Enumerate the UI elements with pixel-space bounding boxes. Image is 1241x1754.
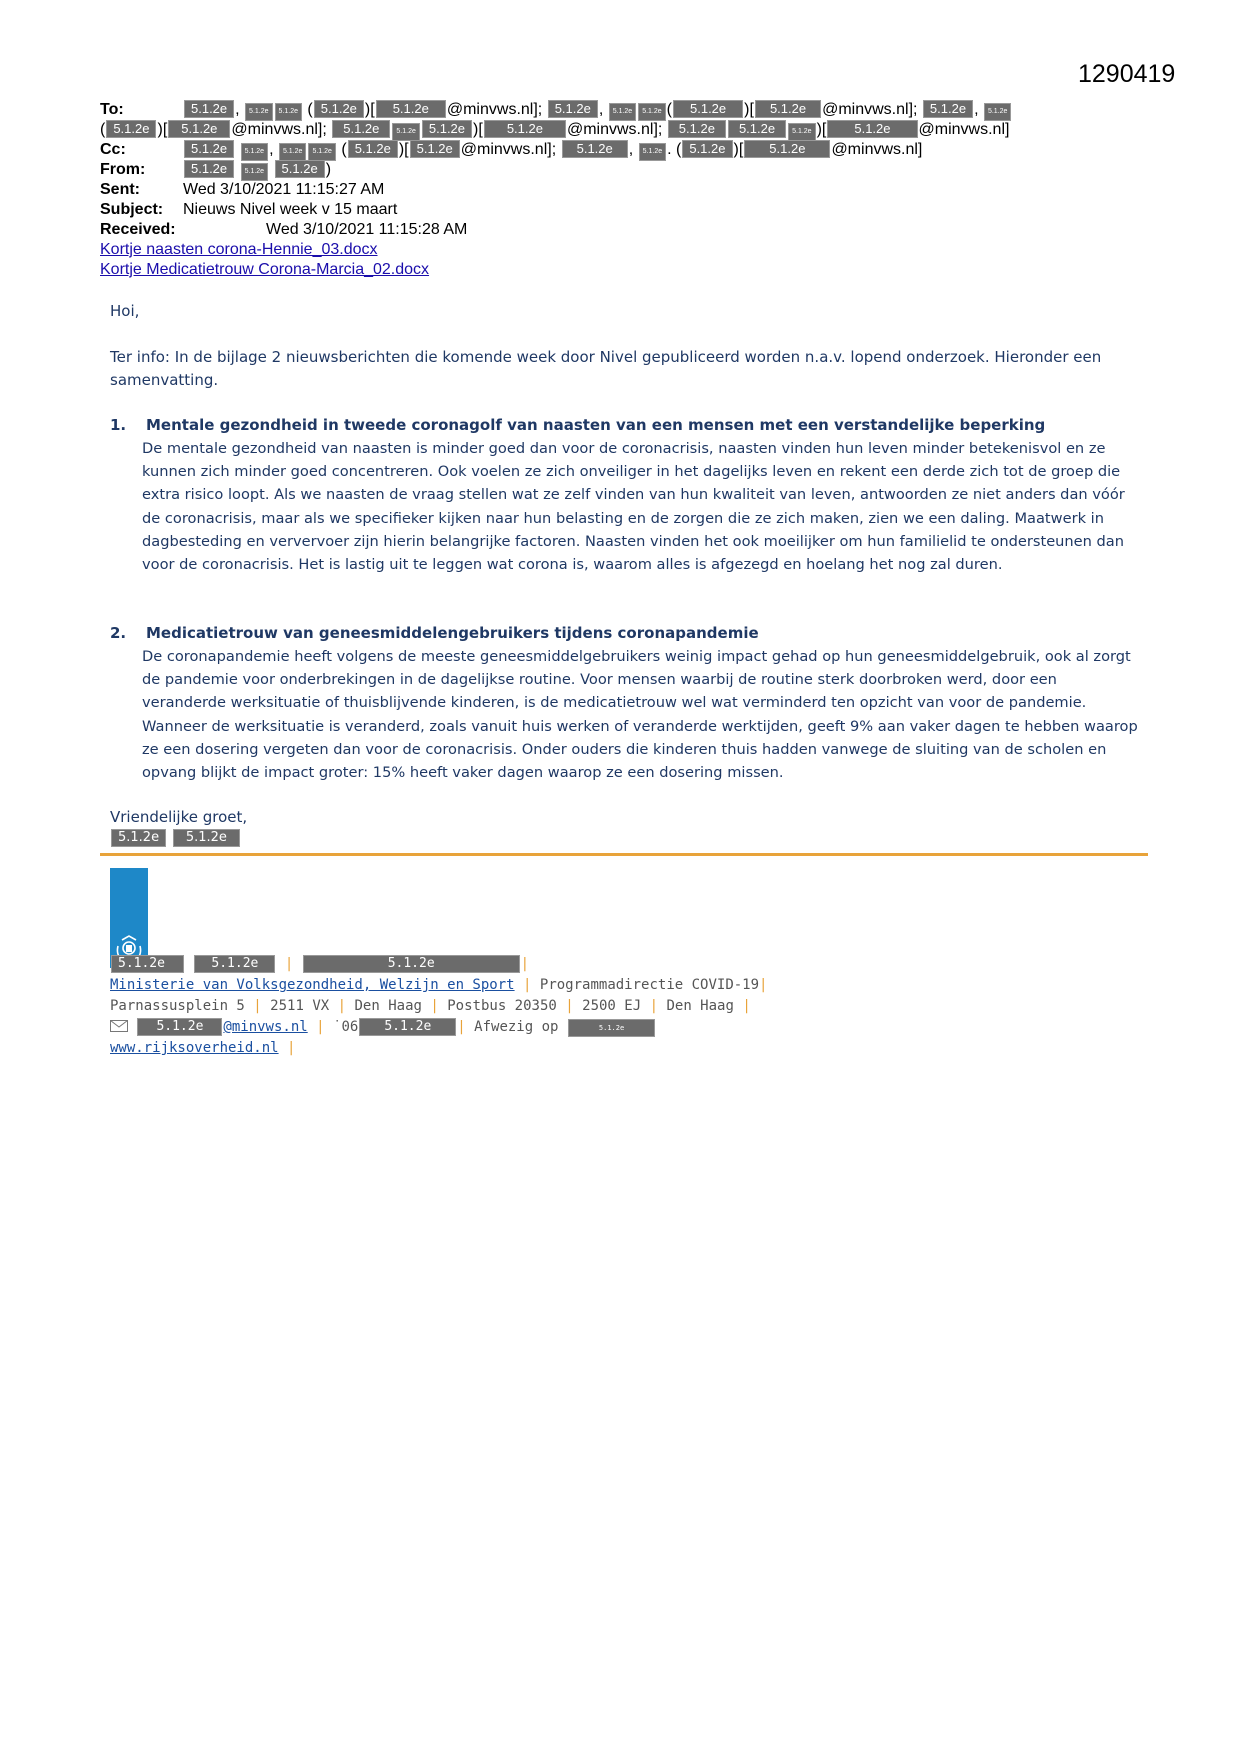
redaction: 5.1.2e bbox=[422, 120, 472, 138]
redaction: 5.1.2e bbox=[275, 103, 302, 121]
attachment-link-label[interactable]: Kortje Medicatietrouw Corona-Marcia_02.docx bbox=[100, 261, 430, 278]
attachment-link[interactable] bbox=[100, 240, 378, 259]
redaction: 5.1.2e bbox=[744, 140, 830, 158]
address-pobox: Postbus 20350 bbox=[447, 998, 557, 1014]
redaction: 5.1.2e bbox=[279, 143, 306, 161]
redaction: 5.1.2e bbox=[303, 955, 520, 973]
received-value: Wed 3/10/2021 11:15:28 AM bbox=[266, 221, 468, 238]
redaction: 5.1.2e bbox=[639, 143, 666, 161]
signature-divider bbox=[100, 853, 1148, 856]
cc-line: Cc: 5.1.2e 5.1.2e , 5.1.2e 5.1.2e ( 5.1.2e )[ 5.1.2e @minvws.nl]; 5.1.2e , 5.1.2e . ( 5.1.2e )[ 5.1.2e @minvws.nl] bbox=[100, 140, 922, 161]
redaction: 5.1.2e bbox=[827, 120, 917, 138]
sent-line bbox=[100, 180, 384, 199]
address-city-2: Den Haag bbox=[666, 998, 734, 1014]
redaction: 5.1.2e bbox=[755, 100, 821, 118]
signature-org-line: Ministerie van Volksgezondheid, Welzijn en Sport | Programmadirectie COVID-19| bbox=[110, 977, 768, 993]
redaction: 5.1.2e bbox=[562, 140, 628, 158]
redaction: 5.1.2e bbox=[923, 100, 973, 118]
redaction: 5.1.2e bbox=[241, 143, 268, 161]
received-label: Received: bbox=[100, 221, 176, 238]
from-label: From: bbox=[100, 161, 146, 178]
cc-label: Cc: bbox=[100, 141, 126, 158]
subject-line bbox=[100, 200, 397, 219]
item-text-1: De mentale gezondheid van naasten is minder goed dan voor de coronacrisis, naasten vinden hun leven minder betekenisvol en ze kunnen zich minder goed concentreren. Ook voelen ze zich onveiliger in het dagelijks leven en rekent een derde zich tot de groep die extra risico loopt. Als we naasten de vraag stellen wat ze zelf vinden van hun kwaliteit van leven, antwoorden ze niet anders dan vóór de coronacrisis, maar als we specifieker kijken naar hun belasting en de zorgen die ze zich maken, zien we een daling. Maatwerk in dagbesteding en ververvoer zijn hierin belangrijke factoren. Naasten vinden het ook moeilijker om hun familielid te ondersteunen dan voor de coronacrisis. Het is lastig uit te leggen wat corona is, waarom alles is afgezegd en hoelang het nog zal duren. bbox=[142, 440, 1125, 574]
redaction: 5.1.2e bbox=[548, 100, 598, 118]
sender-name-redacted bbox=[110, 828, 1140, 847]
attachment-link[interactable] bbox=[100, 260, 429, 279]
email-domain-end: @minvws.nl] bbox=[918, 121, 1010, 138]
to-line-1: To: 5.1.2e , 5.1.2e 5.1.2e ( 5.1.2e )[ 5.1.2e @minvws.nl]; 5.1.2e , 5.1.2e 5.1.2e ( 5.1.2e )[ 5.1.2e @minvws.nl]; 5.1.2e , 5.1.2e bbox=[100, 100, 1012, 121]
redaction: 5.1.2e bbox=[184, 140, 234, 158]
signature-contact-line: 5.1.2e @minvws.nl | ˙06 5.1.2e | Afwezig op 5.1.2e bbox=[110, 1017, 656, 1037]
phone-icon: ˙ bbox=[333, 1019, 342, 1035]
email-domain: @minvws.nl]; bbox=[822, 101, 918, 118]
redaction: 5.1.2e bbox=[984, 103, 1011, 121]
phone-prefix: 06 bbox=[341, 1019, 359, 1035]
redaction: 5.1.2e bbox=[348, 140, 398, 158]
redaction: 5.1.2e bbox=[484, 120, 566, 138]
redaction: 5.1.2e bbox=[332, 120, 390, 138]
signature-address-line: Parnassusplein 5 | 2511 VX | Den Haag | Postbus 20350 | 2500 EJ | Den Haag | bbox=[110, 998, 751, 1014]
redaction: 5.1.2e bbox=[392, 123, 419, 141]
redaction: 5.1.2e bbox=[410, 140, 460, 158]
address-postcode: 2511 VX bbox=[270, 998, 330, 1014]
redaction: 5.1.2e bbox=[111, 829, 166, 847]
email-link[interactable]: @minvws.nl bbox=[223, 1019, 308, 1035]
closing: Vriendelijke groet, bbox=[110, 808, 248, 826]
absent-label: Afwezig op bbox=[474, 1019, 559, 1035]
intro-paragraph: Ter info: In de bijlage 2 nieuwsberichten die komende week door Nivel gepubliceerd worden n.a.v. lopend onderzoek. Hieronder een samenvatting. bbox=[110, 348, 1102, 389]
redaction: 5.1.2e bbox=[568, 1019, 655, 1037]
redaction: 5.1.2e bbox=[111, 955, 184, 973]
redaction: 5.1.2e bbox=[106, 120, 156, 138]
signature-website-line: www.rijksoverheid.nl | bbox=[110, 1040, 296, 1056]
received-line bbox=[100, 220, 467, 239]
redaction: 5.1.2e bbox=[168, 120, 230, 138]
item-title: Mentale gezondheid in tweede coronagolf van naasten van een mensen met een verstandelijke beperking bbox=[146, 416, 1046, 434]
redaction: 5.1.2e bbox=[245, 103, 272, 121]
redaction: 5.1.2e bbox=[194, 955, 275, 973]
redaction: 5.1.2e bbox=[184, 100, 234, 118]
item-number: 2. bbox=[110, 624, 127, 642]
redaction: 5.1.2e bbox=[682, 140, 732, 158]
sent-label: Sent: bbox=[100, 181, 140, 198]
redaction: 5.1.2e bbox=[788, 123, 815, 141]
item-heading-1 bbox=[110, 414, 1045, 437]
redaction: 5.1.2e bbox=[184, 160, 234, 178]
address-city: Den Haag bbox=[354, 998, 422, 1014]
item-title: Medicatietrouw van geneesmiddelengebruikers tijdens coronapandemie bbox=[146, 624, 759, 642]
website-link[interactable]: www.rijksoverheid.nl bbox=[110, 1040, 279, 1056]
redaction: 5.1.2e bbox=[668, 120, 726, 138]
subject-label: Subject: bbox=[100, 201, 164, 218]
address-postcode-2: 2500 EJ bbox=[582, 998, 642, 1014]
document-number: 1290419 bbox=[1078, 60, 1176, 88]
redaction: 5.1.2e bbox=[673, 100, 743, 118]
ministry-link[interactable]: Ministerie van Volksgezondheid, Welzijn en Sport bbox=[110, 977, 515, 993]
item-text-2: De coronapandemie heeft volgens de meeste geneesmiddelgebruikers weinig impact gehad op hun geneesmiddelgebruik, ook al zorgt de pandemie voor onderbrekingen in de dagelijkse routine. Voor mensen waarbij de routine sterk doorbroken werd, door een veranderde werksituatie of thuisblijvende kinderen, is de medicatietrouw wel wat verminderd ten opzicht van voor de pandemie. Wanneer de werksituatie is veranderd, zoals vanuit huis werken of veranderde werktijden, geeft 9% aan vaker dagen te hebben waarop ze een dosering vergeten dan voor de coronacrisis. Onder ouders die kinderen thuis hadden vanwege de sluiting van de scholen en opvang blijkt de impact groter: 15% heeft vaker dagen waarop ze een dosering missen. bbox=[142, 648, 1138, 782]
item-number: 1. bbox=[110, 416, 127, 434]
item-heading-2 bbox=[110, 622, 759, 645]
redaction: 5.1.2e bbox=[376, 100, 446, 118]
from-line: From: 5.1.2e 5.1.2e 5.1.2e ) bbox=[100, 160, 331, 181]
redaction: 5.1.2e bbox=[275, 160, 325, 178]
signature-name-line: 5.1.2e 5.1.2e | 5.1.2e | bbox=[110, 954, 529, 974]
to-label: To: bbox=[100, 101, 124, 118]
directorate: Programmadirectie COVID-19 bbox=[539, 977, 760, 993]
redaction: 5.1.2e bbox=[359, 1018, 456, 1036]
email-domain: @minvws.nl]; bbox=[446, 101, 543, 118]
envelope-icon bbox=[110, 1020, 128, 1032]
sent-value: Wed 3/10/2021 11:15:27 AM bbox=[183, 181, 385, 198]
redaction: 5.1.2e bbox=[241, 163, 268, 181]
subject-value: Nieuws Nivel week v 15 maart bbox=[183, 201, 398, 218]
address-street: Parnassusplein 5 bbox=[110, 998, 245, 1014]
redaction: 5.1.2e bbox=[314, 100, 364, 118]
email-domain: @minvws.nl]; bbox=[460, 141, 557, 158]
redaction: 5.1.2e bbox=[308, 143, 335, 161]
to-line-2: ( 5.1.2e )[ 5.1.2e @minvws.nl]; 5.1.2e 5.1.2e 5.1.2e )[ 5.1.2e @minvws.nl]; 5.1.2e 5.1.2e 5.1.2e )[ 5.1.2e @minvws.nl] bbox=[100, 120, 1009, 141]
attachment-link-label[interactable]: Kortje naasten corona-Hennie_03.docx bbox=[100, 241, 378, 258]
email-domain: @minvws.nl]; bbox=[231, 121, 327, 138]
redaction: 5.1.2e bbox=[173, 829, 240, 847]
email-domain-end: @minvws.nl] bbox=[831, 141, 923, 158]
redaction: 5.1.2e bbox=[609, 103, 636, 121]
email-domain: @minvws.nl]; bbox=[566, 121, 663, 138]
greeting: Hoi, bbox=[110, 302, 140, 320]
redaction: 5.1.2e bbox=[137, 1018, 222, 1036]
redaction: 5.1.2e bbox=[638, 103, 665, 121]
redaction: 5.1.2e bbox=[728, 120, 786, 138]
